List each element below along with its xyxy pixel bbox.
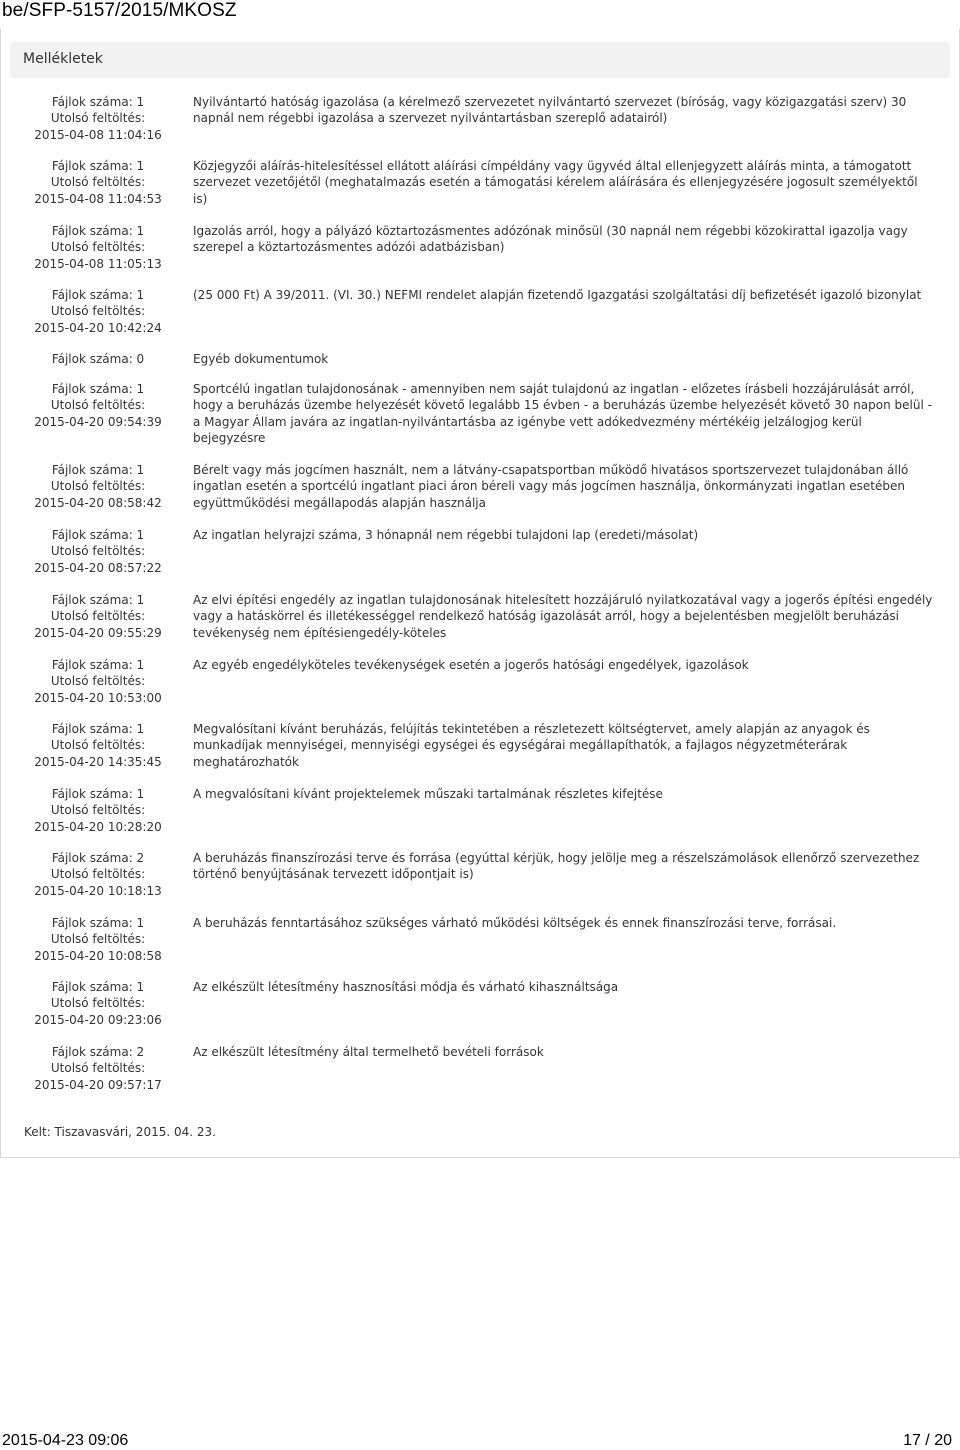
attachment-description: (25 000 Ft) A 39/2011. (VI. 30.) NEFMI rendelet alapján fizetendő Igazgatási szolgáltatási díj befizetését igazoló bizonylat — [193, 288, 922, 302]
file-info — [10, 381, 186, 430]
last-upload-date: 2015-04-20 08:57:22 — [34, 560, 162, 575]
last-upload-date: 2015-04-20 14:35:45 — [34, 754, 162, 769]
section-header — [10, 42, 950, 78]
last-upload-label: Utolsó feltöltés: — [50, 240, 146, 255]
footer-page-number: 17 / 20 — [903, 1432, 952, 1449]
last-upload-date: 2015-04-08 11:04:16 — [34, 127, 162, 142]
file-count: Fájlok száma: 2 — [51, 851, 145, 865]
last-upload-label: Utolsó feltöltés: — [50, 479, 146, 494]
file-count: Fájlok száma: 1 — [51, 224, 145, 238]
attachment-description: Az elkészült létesítmény által termelhető bevételi források — [193, 1045, 544, 1059]
last-upload-label: Utolsó feltöltés: — [50, 304, 146, 319]
file-info — [10, 94, 186, 143]
last-upload-label: Utolsó feltöltés: — [50, 398, 146, 413]
footer-datetime: 2015-04-23 09:06 — [2, 1432, 129, 1449]
last-upload-date: 2015-04-20 08:58:42 — [34, 495, 162, 510]
last-upload-label: Utolsó feltöltés: — [50, 996, 146, 1011]
file-count: Fájlok száma: 1 — [51, 528, 145, 542]
file-info — [10, 351, 186, 367]
signing-place-date: Kelt: Tiszavasvári, 2015. 04. 23. — [24, 1125, 216, 1139]
file-info — [10, 915, 186, 964]
last-upload-date: 2015-04-20 10:18:13 — [34, 883, 162, 898]
file-info — [10, 527, 186, 576]
last-upload-date: 2015-04-20 10:08:58 — [34, 948, 162, 963]
attachment-description: A beruházás finanszírozási terve és forrása (egyúttal kérjük, hogy jelölje meg a részelszámolások ellenőrző szervezethez történő benyújtásának tervezett időpontjait is) — [193, 851, 920, 882]
attachment-description: Megvalósítani kívánt beruházás, felújítás tekintetében a részletezett költségtervet, amely alapján az anyagok és munkadíjak mennyiségei, mennyiségi egységei és egységárai megállapíthatók, a fajlagos négyzetméterárak meghatározhatók — [193, 722, 870, 769]
last-upload-date: 2015-04-08 11:04:53 — [34, 191, 162, 206]
attachment-description: Az elkészült létesítmény hasznosítási módja és várható kihasználtsága — [193, 980, 619, 994]
file-info — [10, 158, 186, 207]
file-count: Fájlok száma: 1 — [51, 916, 145, 930]
last-upload-label: Utolsó feltöltés: — [50, 867, 146, 882]
file-info — [10, 287, 186, 336]
attachment-description: Az egyéb engedélyköteles tevékenységek esetén a jogerős hatósági engedélyek, igazolások — [193, 658, 749, 672]
file-info — [10, 223, 186, 272]
attachment-description: A megvalósítani kívánt projektelemek műszaki tartalmának részletes kifejtése — [193, 787, 663, 801]
file-count: Fájlok száma: 1 — [51, 159, 145, 173]
file-info — [10, 592, 186, 641]
file-info — [10, 462, 186, 511]
section-title: Mellékletek — [23, 51, 103, 67]
attachment-description: Az ingatlan helyrajzi száma, 3 hónapnál nem régebbi tulajdoni lap (eredeti/másolat) — [193, 528, 699, 542]
attachment-description: Az elvi építési engedély az ingatlan tulajdonosának hitelesített hozzájáruló nyilatkozatával vagy a jogerős építési engedély vagy a hatáskörrel és illetékességgel rendelkező hatóság igazolását arról, hogy a bejelentésben megjelölt beruházási tevékenység nem építésiengedély-köteles — [193, 593, 933, 640]
last-upload-date: 2015-04-20 10:53:00 — [34, 690, 162, 705]
file-count: Fájlok száma: 0 — [51, 352, 145, 366]
file-count: Fájlok száma: 1 — [51, 288, 145, 302]
last-upload-date: 2015-04-20 09:57:17 — [34, 1077, 162, 1092]
file-count: Fájlok száma: 1 — [51, 382, 145, 396]
last-upload-date: 2015-04-20 09:23:06 — [34, 1012, 162, 1027]
last-upload-date: 2015-04-20 09:55:29 — [34, 625, 162, 640]
last-upload-label: Utolsó feltöltés: — [50, 175, 146, 190]
file-count: Fájlok száma: 1 — [51, 463, 145, 477]
attachment-description: Igazolás arról, hogy a pályázó köztartozásmentes adózónak minősül (30 napnál nem régebbi közokirattal igazolja vagy szerepel a köztartozásmentes adózói adatbázisban) — [193, 224, 908, 255]
last-upload-label: Utolsó feltöltés: — [50, 544, 146, 559]
file-count: Fájlok száma: 1 — [51, 593, 145, 607]
file-info — [10, 657, 186, 706]
file-count: Fájlok száma: 1 — [51, 95, 145, 109]
last-upload-date: 2015-04-20 10:42:24 — [34, 320, 162, 335]
file-info — [10, 721, 186, 770]
attachment-description: Közjegyzői aláírás-hitelesítéssel ellátott aláírási címpéldány vagy ügyvéd által ellenjegyzett aláírás minta, a támogatott szervezet vezetőjétől (meghatalmazás esetén a támogatási kérelem aláírására és ellenjegyzésére jogosult személyektől is) — [193, 159, 918, 206]
attachment-description: Sportcélú ingatlan tulajdonosának - amennyiben nem saját tulajdonú az ingatlan - előzetes írásbeli hozzájárulását arról, hogy a beruházás üzembe helyezését követő legalább 15 évben - a beruházás üzembe helyezését követő 30 napon belül - a Magyar Állam javára az ingatlan-nyilvántartásba az igénybe vett adókedvezmény mértékéig jelzálogjog kerül bejegyzésre — [193, 382, 932, 445]
last-upload-label: Utolsó feltöltés: — [50, 111, 146, 126]
last-upload-label: Utolsó feltöltés: — [50, 932, 146, 947]
last-upload-label: Utolsó feltöltés: — [50, 1061, 146, 1076]
file-count: Fájlok száma: 1 — [51, 722, 145, 736]
file-count: Fájlok száma: 1 — [51, 980, 145, 994]
file-info — [10, 1044, 186, 1093]
last-upload-date: 2015-04-08 11:05:13 — [34, 256, 162, 271]
last-upload-label: Utolsó feltöltés: — [50, 738, 146, 753]
attachment-description: Egyéb dokumentumok — [193, 352, 329, 366]
attachment-description: Bérelt vagy más jogcímen használt, nem a látvány-csapatsportban működő hivatásos sportszervezet tulajdonában álló ingatlan esetén a sportcélú ingatlant piaci áron béreli vagy más jogcímen használja, önkormányzati ingatlan esetében együttműködési megállapodás alapján használja — [193, 463, 909, 510]
file-count: Fájlok száma: 1 — [51, 658, 145, 672]
file-info — [10, 979, 186, 1028]
last-upload-date: 2015-04-20 09:54:39 — [34, 414, 162, 429]
attachment-description: Nyilvántartó hatóság igazolása (a kérelmező szervezetet nyilvántartó szervezet (bíróság, vagy közigazgatási szerv) 30 napnál nem régebbi igazolása a szervezet nyilvántartásban szereplő adatairól) — [193, 95, 907, 126]
last-upload-label: Utolsó feltöltés: — [50, 609, 146, 624]
file-count: Fájlok száma: 1 — [51, 787, 145, 801]
last-upload-date: 2015-04-20 10:28:20 — [34, 819, 162, 834]
last-upload-label: Utolsó feltöltés: — [50, 674, 146, 689]
file-info — [10, 786, 186, 835]
last-upload-label: Utolsó feltöltés: — [50, 803, 146, 818]
document-id: be/SFP-5157/2015/MKOSZ — [2, 0, 237, 21]
file-count: Fájlok száma: 2 — [51, 1045, 145, 1059]
attachment-description: A beruházás fenntartásához szükséges várható működési költségek és ennek finanszírozási terve, forrásai. — [193, 916, 837, 930]
file-info — [10, 850, 186, 899]
